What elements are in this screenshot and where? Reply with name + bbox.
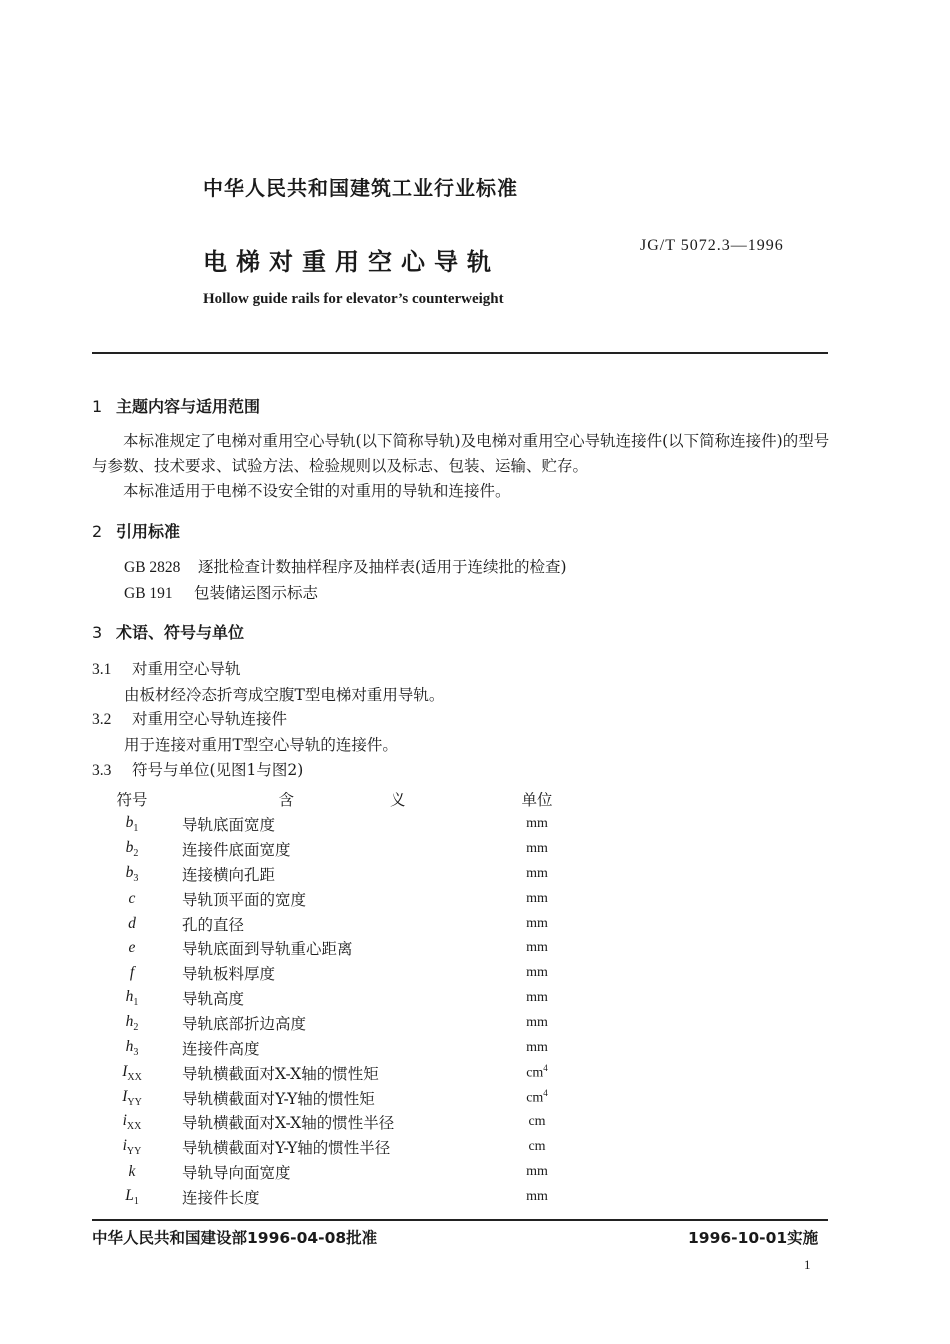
reference-item (124, 555, 567, 577)
symbol-cell (112, 1160, 152, 1185)
unit-cell (502, 1160, 572, 1185)
header-divider (92, 352, 828, 354)
unit-text: mm (526, 816, 548, 832)
table-row (112, 1135, 572, 1160)
table-row (112, 911, 572, 936)
section-1-paragraph-1: 本标准规定了电梯对重用空心导轨(以下简称导轨)及电梯对重用空心导轨连接件(以下简称连接件)的型号与参数、技术要求、试验方法、检验规则以及标志、包装、运输、贮存。 (92, 432, 830, 475)
symbol-column-header: 符号 (116, 791, 148, 810)
symbol-letter: f (129, 964, 135, 982)
table-row (112, 1035, 572, 1060)
meaning-cell: 连接件长度 (182, 1188, 260, 1207)
title-english: Hollow guide rails for elevator’s counterweight (203, 291, 504, 307)
symbol-cell (112, 1011, 152, 1036)
symbol-cell (112, 1135, 152, 1160)
symbol-subscript: 1 (133, 823, 139, 835)
meaning-cell: 连接件高度 (182, 1039, 260, 1058)
unit-cell (502, 862, 572, 887)
reference-code: GB 2828 (124, 559, 181, 576)
symbol-subscript: 1 (133, 1195, 139, 1207)
table-header-row (112, 787, 572, 812)
symbol-subscript: 2 (133, 1022, 139, 1034)
symbol-letter: h (125, 988, 134, 1006)
unit-text: mm (526, 940, 548, 956)
unit-cell (502, 911, 572, 936)
symbol-cell (112, 1110, 152, 1135)
symbol-cell (112, 911, 152, 936)
unit-cell (502, 1135, 572, 1160)
table-row (112, 1110, 572, 1135)
unit-text: mm (526, 1164, 548, 1180)
unit-text: cm (528, 1114, 546, 1130)
meaning-cell: 导轨横截面对X-X轴的惯性半径 (182, 1114, 395, 1133)
section-1-paragraph-2: 本标准适用于电梯不设安全钳的对重用的导轨和连接件。 (123, 482, 511, 500)
unit-text: mm (526, 865, 548, 881)
page-number: 1 (804, 1257, 811, 1272)
meaning-cell: 孔的直径 (182, 915, 245, 934)
unit-cell (502, 886, 572, 911)
unit-cell (502, 837, 572, 862)
section-title: 主题内容与适用范围 (116, 397, 261, 416)
standard-code: JG/T 5072.3—1996 (640, 237, 784, 254)
symbol-subscript: 2 (133, 848, 139, 860)
unit-cell (502, 986, 572, 1011)
unit-cell (502, 812, 572, 837)
unit-text: mm (526, 990, 548, 1006)
unit-text: mm (526, 1188, 548, 1204)
symbol-cell (112, 1060, 152, 1085)
unit-cell (502, 936, 572, 961)
meaning-cell: 导轨横截面对Y-Y轴的惯性矩 (182, 1089, 375, 1108)
subsection-3-1-heading (92, 657, 241, 679)
symbol-letter: b (125, 863, 134, 881)
symbol-cell (112, 837, 152, 862)
table-row (112, 886, 572, 911)
symbol-cell (112, 1035, 152, 1060)
subsection-3-2-heading (92, 707, 287, 729)
effective-date: 1996-10-01实施 (688, 1229, 819, 1247)
unit-text: mm (526, 965, 548, 981)
subsection-title: 对重用空心导轨 (132, 660, 241, 678)
meaning-cell: 导轨横截面对Y-Y轴的惯性半径 (182, 1139, 391, 1158)
unit-text: mm (526, 1039, 548, 1055)
unit-column-header: 单位 (521, 791, 553, 810)
unit-text: mm (526, 1015, 548, 1031)
unit-cell (502, 1035, 572, 1060)
symbol-letter: b (125, 814, 134, 832)
table-row (112, 1185, 572, 1210)
table-row (112, 986, 572, 1011)
section-number: 2 (92, 522, 103, 541)
reference-title: 逐批检查计数抽样程序及抽样表(适用于连续批的检查) (198, 558, 567, 576)
symbol-letter: c (128, 889, 136, 907)
reference-code: GB 191 (124, 585, 173, 602)
meaning-cell: 导轨横截面对X-X轴的惯性矩 (182, 1064, 379, 1083)
meaning-header-char: 含 (278, 791, 294, 810)
table-row (112, 1011, 572, 1036)
issuing-authority: 中华人民共和国建筑工业行业标准 (203, 176, 518, 200)
symbol-letter: d (128, 914, 136, 932)
subsection-3-1-text: 由板材经冷态折弯成空腹T型电梯对重用导轨。 (124, 686, 445, 704)
unit-text: mm (526, 915, 548, 931)
meaning-cell: 导轨导向面宽度 (182, 1164, 291, 1183)
meaning-cell: 连接横向孔距 (182, 865, 276, 884)
symbol-letter: h (125, 1012, 134, 1030)
subsection-number: 3.3 (92, 762, 112, 779)
subsection-number: 3.2 (92, 711, 112, 728)
symbol-cell (112, 936, 152, 961)
section-1-heading (92, 394, 260, 417)
title-chinese: 电梯对重用空心导轨 (203, 248, 500, 276)
unit-cell (502, 1011, 572, 1036)
approval-statement: 中华人民共和国建设部1996-04-08批准 (92, 1229, 378, 1247)
symbol-cell (112, 1085, 152, 1110)
section-number: 1 (92, 397, 103, 416)
meaning-column-header (152, 787, 502, 812)
symbol-letter: h (125, 1037, 134, 1055)
symbol-letter: i (122, 1112, 127, 1130)
symbol-cell (112, 1185, 152, 1210)
symbol-table-body (112, 812, 572, 1210)
unit-text: mm (526, 890, 548, 906)
meaning-cell: 导轨板料厚度 (182, 965, 276, 984)
subsection-number: 3.1 (92, 661, 112, 678)
symbol-cell (112, 886, 152, 911)
meaning-cell: 导轨底面到导轨重心距离 (182, 940, 353, 959)
unit-cell (502, 1185, 572, 1210)
symbol-letter: I (122, 1062, 128, 1080)
symbol-subscript: XX (127, 1071, 142, 1083)
subsection-title: 符号与单位(见图1与图2) (132, 761, 304, 779)
table-row (112, 812, 572, 837)
symbol-cell (112, 812, 152, 837)
symbol-subscript: 3 (133, 873, 139, 884)
symbol-cell (112, 961, 152, 986)
table-row (112, 837, 572, 862)
meaning-cell: 导轨底面宽度 (182, 816, 276, 835)
unit-cell (502, 1085, 572, 1110)
table-row (112, 862, 572, 887)
unit-cell (502, 961, 572, 986)
symbol-letter: e (128, 939, 136, 957)
symbol-letter: k (128, 1163, 136, 1181)
unit-superscript: 4 (543, 1063, 548, 1074)
section-title: 引用标准 (116, 522, 181, 541)
unit-text: cm (528, 1139, 546, 1155)
section-title: 术语、符号与单位 (116, 623, 245, 642)
symbol-letter: L (125, 1186, 134, 1204)
unit-text: cm (526, 1066, 544, 1082)
subsection-title: 对重用空心导轨连接件 (132, 710, 288, 728)
symbol-table (112, 787, 572, 1209)
reference-item (124, 581, 318, 603)
table-row (112, 961, 572, 986)
symbol-subscript: 1 (133, 997, 139, 1009)
section-2-heading (92, 519, 180, 542)
subsection-3-2-text: 用于连接对重用T型空心导轨的连接件。 (124, 736, 398, 754)
reference-title: 包装储运图示标志 (194, 584, 319, 602)
subsection-3-3-heading (92, 758, 303, 780)
table-row (112, 1160, 572, 1185)
meaning-cell: 导轨顶平面的宽度 (182, 890, 307, 909)
symbol-subscript: 3 (133, 1046, 139, 1058)
section-3-heading (92, 620, 244, 643)
symbol-subscript: XX (126, 1121, 142, 1133)
symbol-subscript: YY (126, 1146, 142, 1158)
table-row (112, 1085, 572, 1110)
meaning-cell: 连接件底面宽度 (182, 841, 291, 860)
table-row (112, 936, 572, 961)
unit-text: mm (526, 841, 548, 857)
unit-cell (502, 1110, 572, 1135)
unit-cell (502, 1060, 572, 1085)
table-row (112, 1060, 572, 1085)
meaning-header-char: 义 (390, 791, 406, 810)
section-number: 3 (92, 623, 103, 642)
symbol-letter: b (125, 839, 134, 857)
symbol-letter: I (122, 1087, 128, 1105)
symbol-cell (112, 986, 152, 1011)
symbol-subscript: YY (127, 1096, 142, 1108)
unit-superscript: 4 (543, 1088, 548, 1099)
symbol-cell (112, 862, 152, 887)
meaning-cell: 导轨底部折边高度 (182, 1015, 307, 1034)
unit-text: cm (526, 1090, 544, 1106)
meaning-cell: 导轨高度 (182, 990, 245, 1009)
footer-divider (92, 1219, 828, 1221)
symbol-letter: i (122, 1137, 127, 1155)
